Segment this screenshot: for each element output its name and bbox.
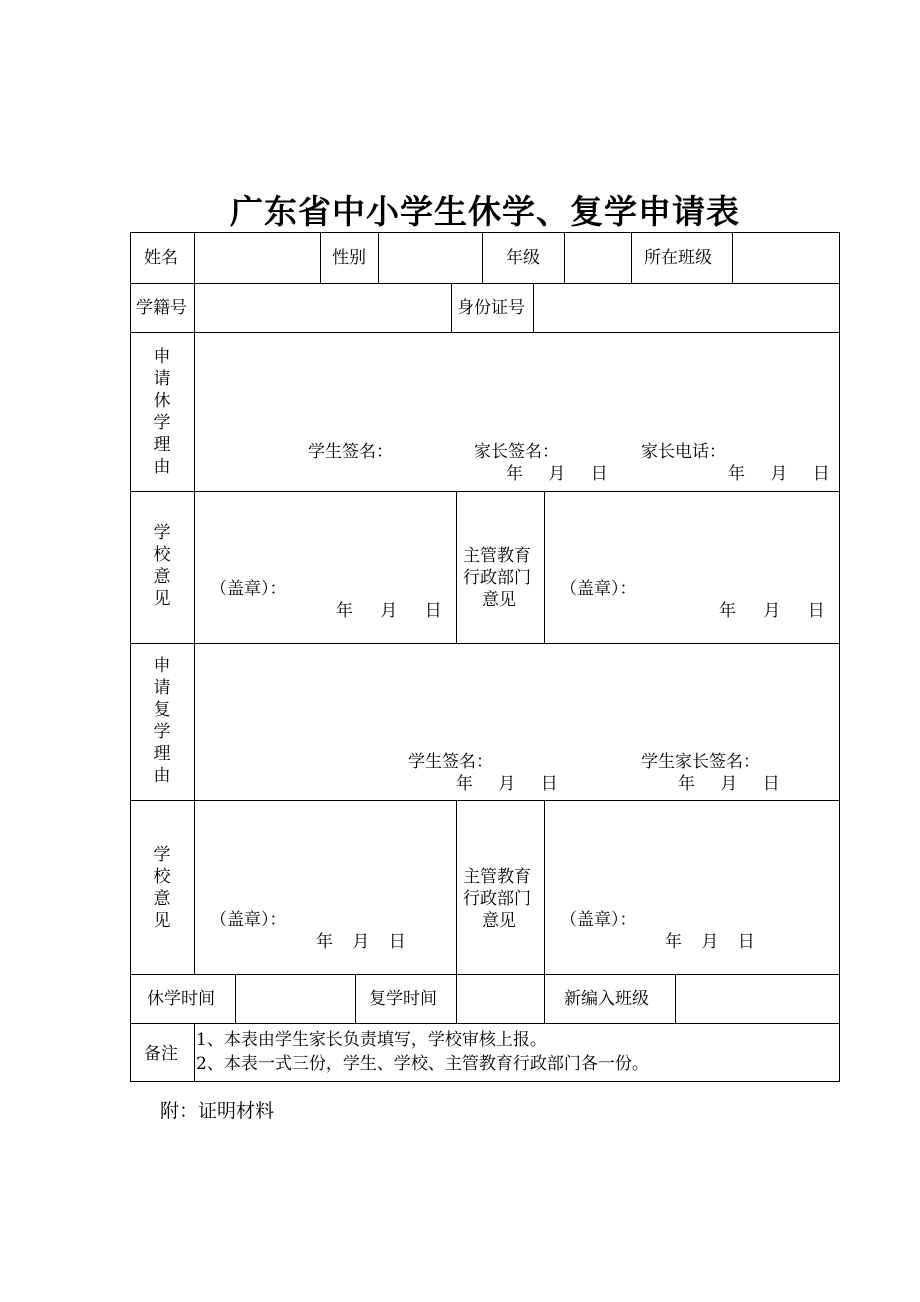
suspend-date-1: 年 月 日 bbox=[506, 464, 608, 484]
table-border-right bbox=[839, 232, 840, 1082]
col-divider bbox=[564, 232, 565, 284]
row-divider bbox=[130, 491, 840, 492]
new-class-label: 新编入班级 bbox=[564, 989, 649, 1009]
name-label: 姓名 bbox=[144, 248, 178, 268]
dept-opinion-date: 年 月 日 bbox=[719, 601, 825, 621]
resume-parent-signature-label: 学生家长签名： bbox=[641, 752, 760, 772]
resume-reason-label: 申 请 复 学 理 由 bbox=[153, 656, 171, 786]
col-divider bbox=[451, 283, 452, 333]
col-divider bbox=[631, 232, 632, 284]
attachment-note: 附：证明材料 bbox=[160, 1100, 275, 1122]
table-border-left bbox=[130, 232, 131, 1082]
student-signature-label: 学生签名： bbox=[308, 442, 393, 462]
id-card-label: 身份证号 bbox=[457, 298, 525, 318]
col-divider bbox=[355, 974, 356, 1024]
resume-student-signature-label: 学生签名： bbox=[408, 752, 493, 772]
grade-label: 年级 bbox=[506, 248, 540, 268]
class-label: 所在班级 bbox=[644, 248, 712, 268]
row-divider bbox=[130, 332, 840, 333]
suspend-reason-label: 申 请 休 学 理 由 bbox=[153, 347, 171, 477]
dept-opinion-label-line3: 意见 bbox=[482, 590, 516, 610]
school-opinion-date: 年 月 日 bbox=[336, 601, 442, 621]
row-divider bbox=[130, 974, 840, 975]
col-divider bbox=[194, 332, 195, 975]
suspend-school-opinion-label: 学 校 意 见 bbox=[153, 523, 171, 609]
col-divider bbox=[194, 283, 195, 333]
resume-school-opinion-label: 学 校 意 见 bbox=[153, 845, 171, 931]
col-divider bbox=[533, 283, 534, 333]
dept-seal-label: （盖章）： bbox=[560, 579, 637, 599]
suspend-time-label: 休学时间 bbox=[147, 989, 215, 1009]
col-divider bbox=[235, 974, 236, 1024]
suspend-date-2: 年 月 日 bbox=[728, 464, 830, 484]
notes-line-2: 2、本表一式三份，学生、学校、主管教育行政部门各一份。 bbox=[196, 1054, 649, 1074]
resume-dept-opinion-label-line3: 意见 bbox=[482, 911, 516, 931]
parent-signature-label: 家长签名： bbox=[474, 442, 559, 462]
resume-time-label: 复学时间 bbox=[369, 989, 437, 1009]
col-divider bbox=[194, 232, 195, 284]
school-seal-label: （盖章）： bbox=[210, 579, 287, 599]
resume-dept-opinion-date: 年 月 日 bbox=[665, 932, 755, 952]
col-divider bbox=[378, 232, 379, 284]
notes-label: 备注 bbox=[144, 1044, 178, 1064]
gender-label: 性别 bbox=[332, 248, 366, 268]
row-divider bbox=[130, 643, 840, 644]
form-title: 广东省中小学生休学、复学申请表 bbox=[230, 192, 740, 231]
col-divider bbox=[675, 974, 676, 1024]
notes-line-1: 1、本表由学生家长负责填写，学校审核上报。 bbox=[196, 1030, 547, 1050]
table-border-top bbox=[130, 232, 840, 233]
resume-date-2: 年 月 日 bbox=[678, 774, 780, 794]
row-divider bbox=[130, 283, 840, 284]
col-divider bbox=[732, 232, 733, 284]
col-divider bbox=[544, 974, 545, 1024]
resume-dept-seal-label: （盖章）： bbox=[560, 910, 637, 930]
col-divider bbox=[320, 232, 321, 284]
col-divider bbox=[456, 491, 457, 644]
col-divider bbox=[194, 1023, 195, 1082]
resume-dept-opinion-label-line2: 行政部门 bbox=[463, 889, 531, 909]
dept-opinion-label-line1: 主管教育 bbox=[463, 546, 531, 566]
application-form-table bbox=[130, 232, 840, 1082]
table-border-bottom bbox=[130, 1081, 840, 1082]
resume-dept-opinion-label-line1: 主管教育 bbox=[463, 867, 531, 887]
col-divider bbox=[544, 491, 545, 644]
row-divider bbox=[130, 1023, 840, 1024]
col-divider bbox=[482, 232, 483, 284]
col-divider bbox=[456, 974, 457, 1024]
col-divider bbox=[456, 800, 457, 975]
col-divider bbox=[544, 800, 545, 975]
resume-school-seal-label: （盖章）： bbox=[210, 910, 287, 930]
dept-opinion-label-line2: 行政部门 bbox=[463, 568, 531, 588]
resume-school-opinion-date: 年 月 日 bbox=[316, 932, 406, 952]
row-divider bbox=[130, 800, 840, 801]
parent-phone-label: 家长电话： bbox=[641, 442, 726, 462]
student-id-label: 学籍号 bbox=[136, 298, 187, 318]
resume-date-1: 年 月 日 bbox=[456, 774, 558, 794]
